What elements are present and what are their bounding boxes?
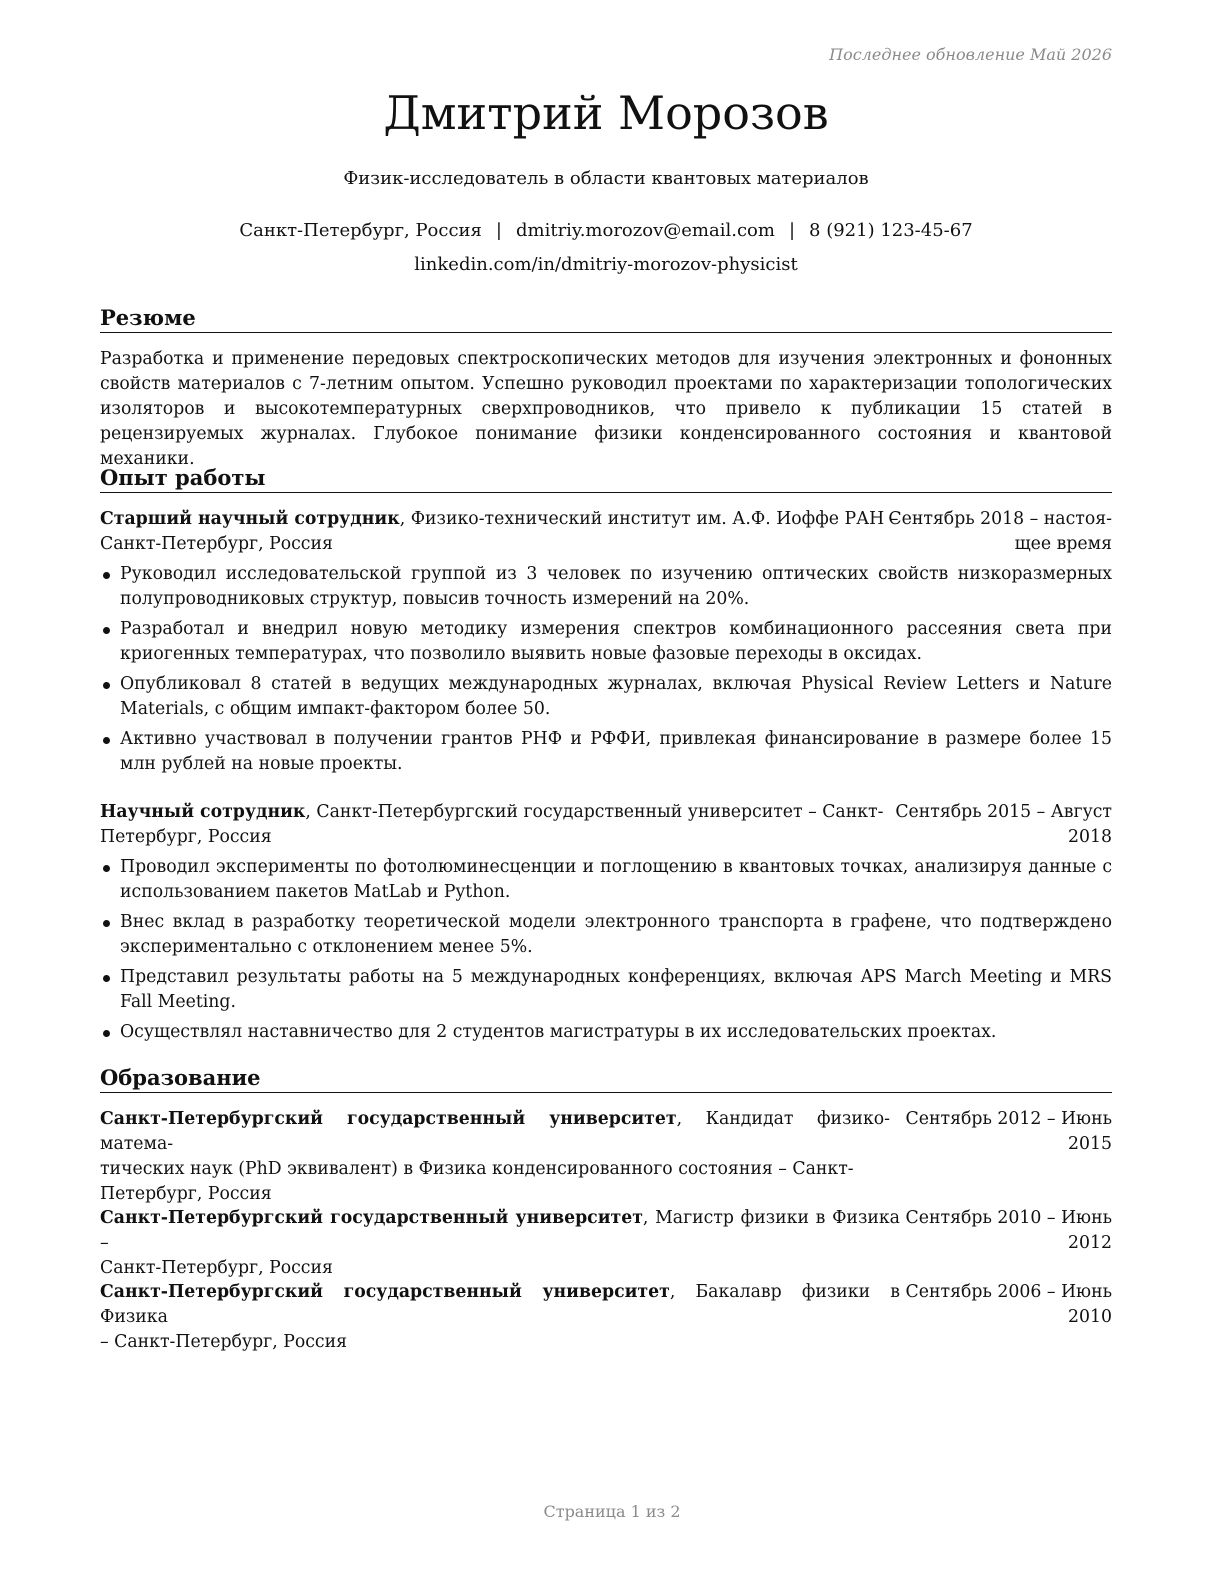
resume-page — [100, 0, 1112, 1584]
section-title-summary: Резюме — [100, 305, 1112, 333]
summary-text: Разработка и применение передовых спектроскопических методов для изучения электронных и фононных свойств материалов с 7-летним опытом. Успешно руководил проектами по характеризации топологических изоляторов и высокотемпературных сверхпроводников, что привело к публикации 15 статей в рецензируемых журналах. Глубокое понимание физики конденсированного состояния и квантовой механики. — [100, 349, 1112, 469]
contact-line — [100, 220, 1112, 241]
education-details: Санкт-Петербургский государственный университет, Бакалавр физики в Физика – Санкт-Петербург, Россия — [100, 1282, 900, 1352]
job-bullets — [100, 562, 1112, 782]
education-dates: Сентябрь 2012 – Июнь 2015 — [905, 1109, 1112, 1154]
bullet-icon — [103, 682, 110, 689]
candidate-name: Дмитрий Морозов — [383, 86, 829, 140]
job-header — [100, 507, 1112, 557]
linkedin-link[interactable]: linkedin.com/in/dmitriy-morozov-physicist — [414, 254, 798, 275]
bullet-icon — [103, 627, 110, 634]
section-title-experience: Опыт работы — [100, 465, 1112, 493]
school-name: Санкт-Петербургский государственный университет — [100, 1282, 670, 1302]
list-item: Опубликовал 8 статей в ведущих международных журналах, включая Physical Review Letters и Nature Materials, с общим импакт-фактором более 50. — [100, 672, 1112, 722]
email-link[interactable]: dmitriy.morozov@email.com — [515, 220, 775, 241]
bullet-icon — [103, 1030, 110, 1037]
job-organization: , Санкт-Петербургский государственный университет – Санкт- — [305, 802, 884, 822]
job-location: Петербург, Россия — [100, 827, 272, 847]
bullet-icon — [103, 737, 110, 744]
list-item: Представил результаты работы на 5 международных конференциях, включая APS March Meeting и MRS Fall Meeting. — [100, 965, 1112, 1015]
job-organization: , Физико-технический институт им. А.Ф. Иоффе РАН – — [399, 509, 899, 529]
phone-number: 8 (921) 123-45-67 — [809, 220, 973, 241]
education-entry — [100, 1107, 1112, 1204]
education-dates: Сентябрь 2010 – Июнь 2012 — [905, 1208, 1112, 1253]
education-details: Санкт-Петербургский государственный университет, Кандидат физико-матема- тических наук (PhD эквивалент) в Физика конденсированного состояния – Санкт- Петербург, Россия — [100, 1109, 890, 1204]
education-entry — [100, 1206, 1112, 1278]
job-title-block — [100, 800, 900, 850]
list-item: Проводил эксперименты по фотолюминесценции и поглощению в квантовых точках, анализируя данные с использованием пакетов MatLab и Python. — [100, 855, 1112, 905]
list-item: Руководил исследовательской группой из 3 человек по изучению оптических свойств низкоразмерных полупроводниковых структур, повысив точность измерений на 20%. — [100, 562, 1112, 612]
list-item: Осуществлял наставничество для 2 студентов магистратуры в их исследовательских проектах. — [100, 1020, 1112, 1045]
contact-separator: | — [788, 220, 796, 241]
last-updated-note: Последнее обновление Май 2026 — [829, 45, 1112, 64]
section-title-education: Образование — [100, 1065, 1112, 1093]
job-header — [100, 800, 1112, 850]
bullet-icon — [103, 920, 110, 927]
job-role: Научный сотрудник — [100, 802, 306, 822]
bullet-icon — [103, 572, 110, 579]
education-dates: Сентябрь 2006 – Июнь 2010 — [905, 1282, 1112, 1327]
job-dates: Сентябрь 2015 – Август 2018 — [895, 802, 1112, 847]
education-entry — [100, 1280, 1112, 1352]
bullet-icon — [103, 975, 110, 982]
candidate-title: Физик-исследователь в области квантовых материалов — [343, 168, 869, 189]
location: Санкт-Петербург, Россия — [239, 220, 482, 241]
job-title-block — [100, 507, 920, 557]
list-item: Внес вклад в разработку теоретической модели электронного транспорта в графене, что подтверждено экспериментально с отклонением менее 5%. — [100, 910, 1112, 960]
job-dates: Сентябрь 2018 – настоя- щее время — [888, 509, 1112, 554]
list-item: Активно участвовал в получении грантов РНФ и РФФИ, привлекая финансирование в размере более 15 млн рублей на новые проекты. — [100, 727, 1112, 777]
job-location: Санкт-Петербург, Россия — [100, 534, 333, 554]
bullet-icon — [103, 865, 110, 872]
contact-separator: | — [495, 220, 502, 241]
page-number: Страница 1 из 2 — [543, 1502, 681, 1521]
job-bullets — [100, 855, 1112, 1050]
education-details: Санкт-Петербургский государственный университет, Магистр физики в Физика – Санкт-Петербург, Россия — [100, 1208, 900, 1278]
school-name: Санкт-Петербургский государственный университет — [100, 1109, 677, 1129]
job-role: Старший научный сотрудник — [100, 509, 400, 529]
school-name: Санкт-Петербургский государственный университет — [100, 1208, 643, 1228]
list-item: Разработал и внедрил новую методику измерения спектров комбинационного рассеяния света при криогенных температурах, что позволило выявить новые фазовые переходы в оксидах. — [100, 617, 1112, 667]
